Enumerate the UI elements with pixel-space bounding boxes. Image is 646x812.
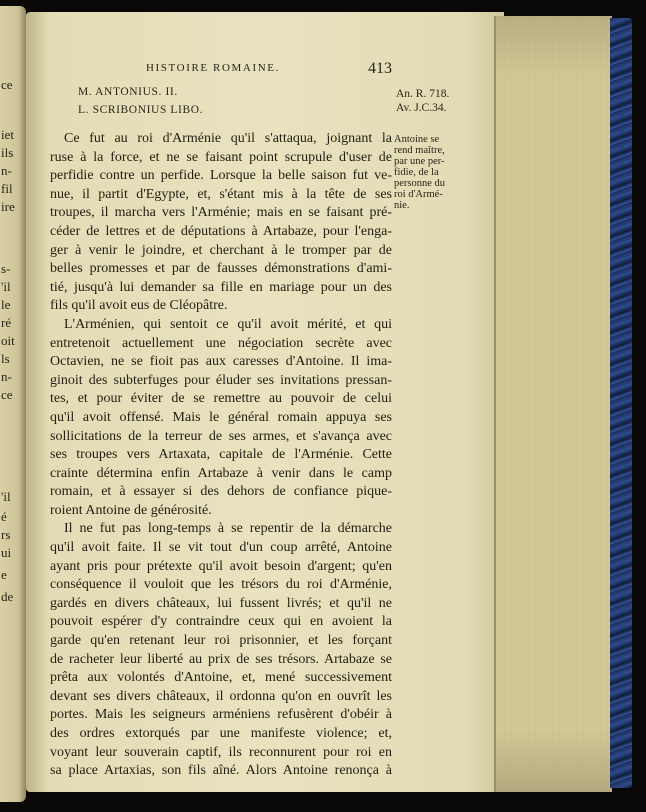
year-line: An. R. 718. [396, 88, 450, 100]
text-line: belles promesses et par de fausses démonstrations d'ami- [50, 261, 392, 277]
left-page-fragment: ré [1, 315, 12, 330]
margin-note-line: nie. [394, 200, 410, 211]
text-line: perfidie contre un perfide. Lorsque la belle saison fut ve- [50, 168, 392, 184]
left-page-fragment: de [1, 589, 14, 604]
consul-line: L. SCRIBONIUS LIBO. [78, 104, 204, 116]
left-page-edge [0, 6, 26, 802]
text-line: roient Antoine de générosité. [50, 502, 212, 518]
margin-note-line: fidie, de la [394, 167, 439, 178]
text-line: tié, jusqu'à lui demander sa fille en mariage pour un des [50, 279, 392, 295]
text-line: sa place Artaxias, son fils aîné. Alors Antoine renonça à [50, 763, 392, 779]
consul-line: M. ANTONIUS. II. [78, 86, 178, 98]
left-page-fragment: e [1, 567, 7, 582]
text-line: Octavien, ne se fioit pas aux caresses d'Antoine. Il ima- [50, 354, 392, 370]
margin-note-line: roi d'Armé- [394, 189, 443, 200]
text-line: entretenoit actuellement une négociation secrète avec [50, 335, 392, 351]
page-edges [494, 16, 612, 792]
text-line: garde qu'en retenant leur roi prisonnier, et les forçant [50, 633, 392, 649]
year-line: Av. J.C.34. [396, 102, 447, 114]
text-line: ayant pris pour prétexte qu'il avoit besoin d'argent; qu'en [50, 558, 392, 574]
text-line: qu'il avoit faite. Il se vit tout d'un coup arrêté, Antoine [50, 540, 392, 556]
running-head: HISTOIRE ROMAINE. [146, 62, 280, 74]
left-page-fragment: n- [1, 369, 12, 384]
left-page-fragment: ls [1, 351, 10, 366]
text-line: pouvoit espérer d'y contraindre ceux qui en avoient la [50, 614, 392, 630]
text-line: ginoit des subterfuges pour éluder ses invitations pressan- [50, 372, 392, 388]
text-line: sollicitations de la terreur de ses armes, et s'avança avec [50, 428, 392, 444]
text-line: romain, et à essayer si des dehors de confiance pique- [50, 484, 392, 500]
text-line: portes. Mais les seigneurs arméniens refusèrent d'obéir à [50, 707, 392, 723]
text-line: fils qu'il avoit eus de Cléopâtre. [50, 298, 228, 314]
text-line: nue, il partit d'Egypte, et, s'étant mis à la tête de ses [50, 186, 392, 202]
left-page-fragment: ire [1, 199, 15, 214]
left-page-fragment: 'il [1, 489, 11, 504]
left-page-fragment: le [1, 297, 11, 312]
margin-note-line: par une per- [394, 156, 445, 167]
left-page-fragment: iet [1, 127, 14, 142]
left-page-fragment: ce [1, 77, 13, 92]
text-line: Ce fut au roi d'Arménie qu'il s'attaqua, joignant la [64, 131, 392, 146]
marbled-cover [610, 18, 632, 788]
left-page-fragment: fil [1, 181, 13, 196]
margin-note [394, 134, 458, 211]
body-text [50, 130, 392, 781]
text-line: troupes, il marcha vers l'Arménie; mais en se faisant pré- [50, 205, 392, 221]
text-line: céder de lettres et de députations à Artabaze, pour l'enga- [50, 223, 392, 239]
text-line: crainte détermina enfin Artabaze à venir dans le camp [50, 465, 392, 481]
margin-note-line: Antoine se [394, 134, 440, 145]
text-line: Il ne fut pas long-temps à se repentir de la démarche [64, 521, 392, 537]
text-line: qu'il avoit offensé. Mais le général romain appuya ses [50, 409, 392, 425]
left-page-fragment: é [1, 509, 7, 524]
left-page-fragment: ce [1, 387, 13, 402]
left-page-fragment: ui [1, 545, 12, 560]
text-line: prêta aux volontés d'Antoine, et, mené successivement [50, 670, 392, 686]
text-line: des ordres extorqués par une manifeste violence; et, [50, 726, 392, 741]
text-line: voyant leur souverain captif, ils reconnurent pour roi en [50, 744, 392, 760]
text-line: tes, et pour éviter de se remettre au pouvoir de celui [50, 391, 392, 407]
left-page-fragment: ils [1, 145, 14, 160]
margin-note-line: rend maître, [394, 145, 445, 156]
text-line: L'Arménien, qui sentoit ce qu'il avoit mérité, et qui [64, 316, 392, 332]
text-line: ger à venir le joindre, et cherchant à le tromper par de [50, 242, 392, 258]
text-line: devant ses divers châteaux, il ordonna qu'on en ouvrît les [50, 688, 392, 704]
text-line: ruse à la force, et ne se faisant point scrupule d'user de [50, 149, 392, 165]
text-line: gardés en divers châteaux, lui fussent livrés; et qu'il ne [50, 595, 392, 611]
left-page-fragment: s- [1, 261, 11, 276]
left-page-fragment: rs [1, 527, 11, 542]
left-page-fragment: 'il [1, 279, 11, 294]
margin-note-line: personne du [394, 178, 446, 189]
left-page-fragment: n- [1, 163, 12, 178]
text-line: conséquence il vouloit que les trésors du roi d'Arménie, [50, 577, 392, 593]
page-number: 413 [368, 60, 392, 77]
text-line: ses troupes vers Artaxata, capitale de l'Arménie. Cette [50, 447, 392, 463]
text-line: de racheter leur liberté au prix de ses trésors. Artabaze se [50, 651, 392, 667]
left-page-fragment: oit [1, 333, 15, 348]
